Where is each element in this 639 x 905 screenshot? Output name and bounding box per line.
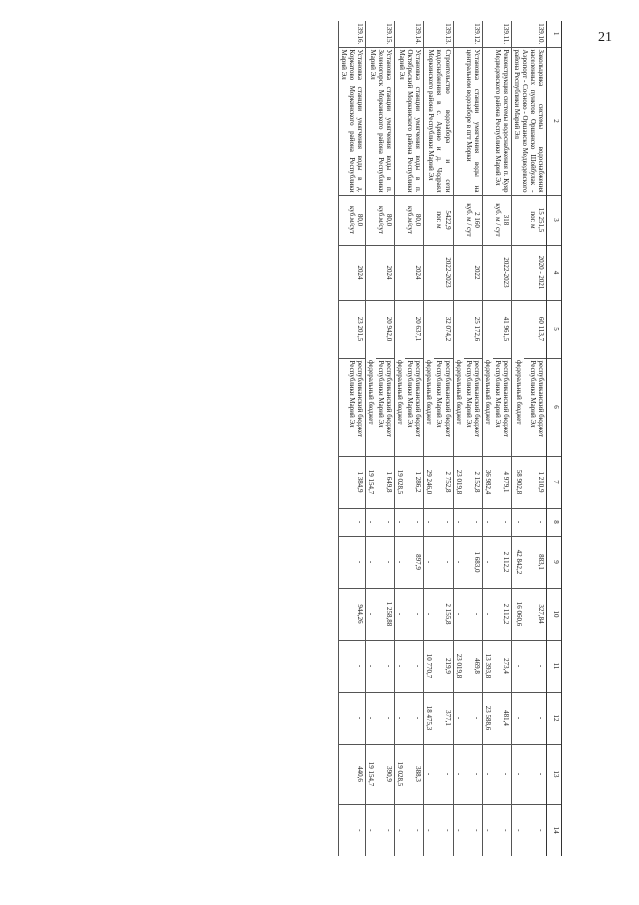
period: 2022 — [453, 245, 482, 300]
amount-c10: 327,84 — [524, 588, 546, 640]
amount-c8: - — [482, 508, 493, 536]
amount-c10: 1 258,88 — [376, 588, 395, 640]
funding-source: республиканский бюджет Республики Марий Эл — [405, 358, 424, 456]
funding-source: республиканский бюджет Республики Марий Эл — [493, 358, 512, 456]
funding-source: республиканский бюджет Республики Марий Эл — [464, 358, 483, 456]
amount-c7: 19 028,5 — [395, 456, 406, 508]
amount-c9: - — [424, 536, 435, 588]
item-name: Строительство водозабора и сети водоснабжения в с. Аринo и д. Чодраял Моркинского района Республики Марий Эл — [424, 47, 453, 195]
amount-c11: 10 770,7 — [424, 640, 435, 692]
funding-source: федеральный бюджет — [454, 360, 463, 425]
item-number: 139.11. — [482, 21, 511, 47]
item-number: 139.13. — [424, 21, 453, 47]
amount-c8: - — [464, 508, 483, 536]
amount-c7: 2 752,8 — [434, 456, 453, 508]
capacity-unit: куб.м/сут — [406, 206, 415, 234]
amount-c7: 1 649,8 — [376, 456, 395, 508]
amount-c10: - — [464, 588, 483, 640]
page-number: 21 — [598, 30, 612, 45]
funding-table — [338, 21, 562, 856]
period: 2024 — [338, 245, 365, 300]
total-cost: 20 942,0 — [366, 300, 395, 358]
column-number-3: 3 — [547, 195, 562, 245]
amount-c12: - — [338, 692, 365, 744]
amount-c9: 883,1 — [524, 536, 546, 588]
amount-c12: 481,4 — [493, 692, 512, 744]
amount-c13: - — [464, 744, 483, 804]
amount-c13: 388,3 — [405, 744, 424, 804]
amount-c13: - — [511, 744, 524, 804]
total-cost: 20 637,1 — [395, 300, 424, 358]
amount-c11: 13 393,8 — [482, 640, 493, 692]
amount-c12: - — [405, 692, 424, 744]
amount-c9: - — [453, 536, 464, 588]
amount-c9: - — [366, 536, 377, 588]
amount-c14: - — [511, 804, 524, 856]
total-cost: 23 201,5 — [338, 300, 365, 358]
table-row — [434, 21, 453, 856]
amount-c12: 23 588,6 — [482, 692, 493, 744]
amount-c13: - — [434, 744, 453, 804]
amount-c7: 1 384,9 — [338, 456, 365, 508]
amount-c12: 18 475,3 — [424, 692, 435, 744]
amount-c8: - — [424, 508, 435, 536]
amount-c9: 42 842,2 — [511, 536, 524, 588]
amount-c7: 1 210,9 — [524, 456, 546, 508]
amount-c10: - — [366, 588, 377, 640]
amount-c12: - — [453, 692, 464, 744]
table-row — [464, 21, 483, 856]
amount-c8: - — [453, 508, 464, 536]
capacity-value: 15 251,5 — [537, 207, 545, 233]
amount-c11: - — [405, 640, 424, 692]
amount-c11: - — [366, 640, 377, 692]
amount-c11: - — [511, 640, 524, 692]
capacity-value: 318 — [501, 214, 510, 226]
amount-c14: - — [395, 804, 406, 856]
table-header — [547, 21, 562, 856]
amount-c9: - — [338, 536, 365, 588]
column-number-2: 2 — [547, 47, 562, 195]
amount-c13: 19 028,5 — [395, 744, 406, 804]
period: 2024 — [366, 245, 395, 300]
amount-c9: - — [376, 536, 395, 588]
column-number-5: 5 — [547, 300, 562, 358]
column-number-8: 8 — [547, 508, 562, 536]
amount-c9: - — [482, 536, 493, 588]
amount-c14: - — [493, 804, 512, 856]
total-cost: 60 113,7 — [511, 300, 546, 358]
capacity-value: 80,0 — [414, 213, 423, 227]
amount-c11: - — [524, 640, 546, 692]
amount-c13: - — [482, 744, 493, 804]
amount-c14: - — [434, 804, 453, 856]
amount-c7: 29 246,0 — [424, 456, 435, 508]
amount-c14: - — [366, 804, 377, 856]
item-number: 139.15. — [366, 21, 395, 47]
amount-c7: 58 902,8 — [511, 456, 524, 508]
capacity-value: 80,0 — [385, 213, 394, 227]
amount-c11: 273,4 — [493, 640, 512, 692]
amount-c12: - — [524, 692, 546, 744]
column-number-row — [547, 21, 562, 856]
item-name: Установка станции умягчения воды на центральном водозаборе в пгт Морки — [453, 47, 482, 195]
amount-c10: 2 112,2 — [493, 588, 512, 640]
column-number-10: 10 — [547, 588, 562, 640]
item-number: 139.16. — [338, 21, 365, 47]
column-number-14: 14 — [547, 804, 562, 856]
amount-c9: - — [434, 536, 453, 588]
column-number-7: 7 — [547, 456, 562, 508]
amount-c11: - — [395, 640, 406, 692]
item-number: 139.12. — [453, 21, 482, 47]
capacity-unit: куб. м / сут — [493, 203, 502, 237]
amount-c11: - — [338, 640, 365, 692]
amount-c13: 390,9 — [376, 744, 395, 804]
item-name: Закольцовка системы водоснабжения населенных пунктов Оршанско Шойбулак - Аэропорт - Сосново - Оршанско Медведевского района Республики Марий Эл — [511, 47, 546, 195]
item-name: Реконструкция системы водоснабжения п. Куяр Медведевского района Республики Марий Эл — [482, 47, 511, 195]
amount-c13: 19 154,7 — [366, 744, 377, 804]
capacity-cell — [511, 195, 546, 245]
capacity-value: 5422,9 — [443, 210, 452, 230]
capacity-unit: куб.м/сут — [348, 206, 357, 234]
column-number-4: 4 — [547, 245, 562, 300]
column-number-12: 12 — [547, 692, 562, 744]
item-name: Установка станции умягчения воды в д. Коркатово Моркинского района Республики Марий Эл — [338, 47, 365, 195]
amount-c11: - — [376, 640, 395, 692]
funding-source: федеральный бюджет — [483, 360, 492, 425]
column-number-11: 11 — [547, 640, 562, 692]
amount-c9: 1 683,0 — [464, 536, 483, 588]
amount-c8: - — [493, 508, 512, 536]
amount-c10: - — [395, 588, 406, 640]
amount-c13: - — [493, 744, 512, 804]
total-cost: 32 074,2 — [424, 300, 453, 358]
funding-source: республиканский бюджет Республики Марий Эл — [434, 358, 453, 456]
capacity-unit: куб.м/сут — [377, 206, 386, 234]
item-number: 139.14. — [395, 21, 424, 47]
table-row — [405, 21, 424, 856]
capacity-cell — [453, 195, 482, 245]
item-number: 139.10. — [537, 23, 545, 45]
amount-c7: 2 152,8 — [464, 456, 483, 508]
capacity-cell — [395, 195, 424, 245]
amount-c8: - — [511, 508, 524, 536]
amount-c11: 219,9 — [434, 640, 453, 692]
capacity-cell — [366, 195, 395, 245]
table-row — [524, 21, 546, 856]
amount-c12: - — [464, 692, 483, 744]
amount-c10: 2 155,8 — [434, 588, 453, 640]
amount-c7: 1 286,2 — [405, 456, 424, 508]
amount-c14: - — [482, 804, 493, 856]
amount-c8: - — [376, 508, 395, 536]
amount-c13: - — [453, 744, 464, 804]
column-number-13: 13 — [547, 744, 562, 804]
amount-c10: - — [453, 588, 464, 640]
capacity-value: 2 160 — [472, 212, 481, 228]
amount-c14: - — [405, 804, 424, 856]
amount-c7: 23 019,8 — [453, 456, 464, 508]
funding-source: республиканский бюджет Республики Марий Эл — [338, 358, 365, 456]
amount-c12: - — [376, 692, 395, 744]
funding-source: федеральный бюджет — [425, 360, 434, 425]
amount-c7: 4 979,1 — [493, 456, 512, 508]
capacity-cell — [482, 195, 511, 245]
funding-source: республиканский бюджет Республики Марий Эл — [376, 358, 395, 456]
funding-source: республиканский бюджет Республики Марий Эл — [524, 358, 546, 456]
table-row — [338, 21, 365, 856]
capacity-unit: куб. м / сут — [464, 203, 473, 237]
amount-c12: 377,1 — [434, 692, 453, 744]
column-number-1: 1 — [547, 21, 562, 47]
total-cost: 25 172,6 — [453, 300, 482, 358]
amount-c10: - — [482, 588, 493, 640]
amount-c14: - — [424, 804, 435, 856]
column-number-9: 9 — [547, 536, 562, 588]
amount-c7: 36 982,4 — [482, 456, 493, 508]
capacity-unit: пог. м — [528, 211, 537, 229]
funding-source: федеральный бюджет — [515, 360, 524, 425]
amount-c9: - — [395, 536, 406, 588]
column-number-6: 6 — [547, 358, 562, 456]
capacity-cell — [424, 195, 453, 245]
amount-c13: - — [424, 744, 435, 804]
amount-c7: 19 154,7 — [366, 456, 377, 508]
amount-c13: - — [524, 744, 546, 804]
amount-c11: 469,8 — [464, 640, 483, 692]
capacity-unit: пог. м — [435, 211, 444, 229]
table-row — [493, 21, 512, 856]
amount-c10: - — [424, 588, 435, 640]
amount-c14: - — [453, 804, 464, 856]
amount-c8: - — [395, 508, 406, 536]
amount-c9: 897,9 — [405, 536, 424, 588]
table-row — [376, 21, 395, 856]
amount-c14: - — [524, 804, 546, 856]
rotated-table-container — [117, 21, 562, 856]
amount-c12: - — [511, 692, 524, 744]
amount-c8: - — [524, 508, 546, 536]
total-cost: 41 961,5 — [482, 300, 511, 358]
amount-c9: 2 112,2 — [493, 536, 512, 588]
period: 2020 - 2021 — [511, 245, 546, 300]
amount-c8: - — [434, 508, 453, 536]
amount-c10: 16 060,6 — [511, 588, 524, 640]
amount-c8: - — [366, 508, 377, 536]
amount-c8: - — [405, 508, 424, 536]
amount-c11: 23 019,8 — [453, 640, 464, 692]
period: 2022-2023 — [482, 245, 511, 300]
period: 2024 — [395, 245, 424, 300]
amount-c14: - — [464, 804, 483, 856]
item-name: Установка станции умягчения воды в п. Зеленогорск Моркинского района Республики Марий Эл — [366, 47, 395, 195]
amount-c13: 440,6 — [338, 744, 365, 804]
capacity-value: 80,0 — [356, 213, 365, 227]
amount-c12: - — [395, 692, 406, 744]
funding-source: федеральный бюджет — [367, 360, 376, 425]
amount-c10: 944,26 — [338, 588, 365, 640]
amount-c8: - — [338, 508, 365, 536]
funding-source: федеральный бюджет — [396, 360, 405, 425]
amount-c10: - — [405, 588, 424, 640]
item-name: Установка станции умягчения воды в п. Октябрьский Моркинского района Республики Марий Эл — [395, 47, 424, 195]
table-body — [338, 21, 546, 856]
amount-c14: - — [376, 804, 395, 856]
amount-c14: - — [338, 804, 365, 856]
period: 2022-2023 — [424, 245, 453, 300]
capacity-cell — [338, 195, 365, 245]
amount-c12: - — [366, 692, 377, 744]
